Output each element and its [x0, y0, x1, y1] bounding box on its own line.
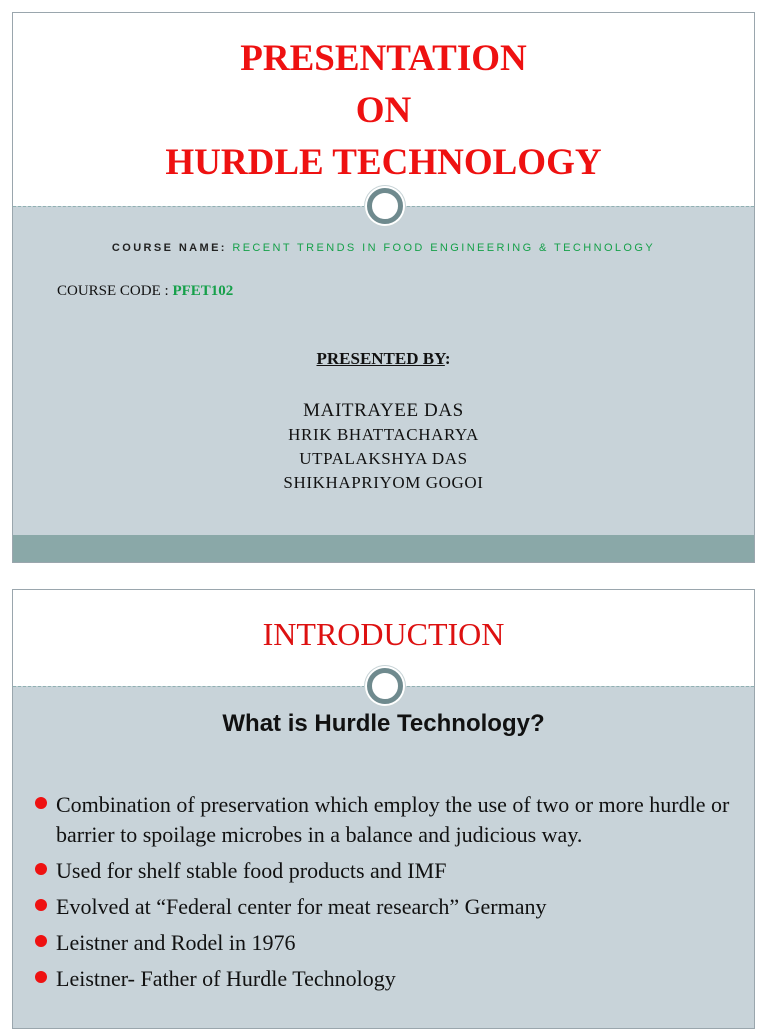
presented-by-label: PRESENTED BY: [316, 349, 445, 368]
course-code: [57, 283, 233, 300]
course-name-value: RECENT TRENDS IN FOOD ENGINEERING & TECHNOLOGY: [232, 242, 656, 254]
introduction-slide: [12, 589, 755, 1029]
bullet-item: [33, 790, 733, 850]
bullet-text: Evolved at “Federal center for meat research” Germany: [56, 894, 547, 919]
presenter-name: UTPALAKSHYA DAS: [299, 449, 468, 468]
title-line: HURDLE TECHNOLOGY: [165, 142, 602, 183]
course-code-value: PFET102: [172, 283, 234, 299]
title-slide-header: [13, 13, 754, 206]
course-code-label: COURSE CODE :: [57, 283, 169, 299]
bullet-dot-icon: [35, 935, 47, 947]
presenter-name: SHIKHAPRIYOM GOGOI: [283, 473, 484, 492]
bullet-text: Combination of preservation which employ the use of two or more hurdle or barrier to spoilage microbes in a balance and judicious way.: [56, 792, 730, 847]
bullet-text: Leistner and Rodel in 1976: [56, 930, 296, 955]
slide-question: What is Hurdle Technology?: [222, 710, 545, 737]
ring-ornament-icon: [367, 668, 403, 704]
bullet-dot-icon: [35, 797, 47, 809]
bullet-item: [33, 964, 733, 994]
course-name-label: COURSE NAME:: [111, 242, 227, 254]
bullet-dot-icon: [35, 863, 47, 875]
presented-by-colon: :: [444, 349, 451, 368]
course-name: [13, 242, 754, 254]
presented-by-heading: [13, 349, 754, 369]
presenter-name: HRIK BHATTACHARYA: [288, 425, 479, 444]
title-line: PRESENTATION: [240, 38, 527, 79]
bullet-dot-icon: [35, 971, 47, 983]
bullet-item: [33, 856, 733, 886]
presenter-list: [13, 399, 754, 495]
presenter-name: MAITRAYEE DAS: [303, 400, 464, 421]
bullet-text: Used for shelf stable food products and IMF: [56, 858, 447, 883]
title-line: ON: [355, 90, 412, 131]
bullet-text: Leistner- Father of Hurdle Technology: [56, 966, 396, 991]
slide-title: INTRODUCTION: [262, 616, 505, 652]
ring-ornament-icon: [367, 188, 403, 224]
bullet-item: [33, 892, 733, 922]
bullet-item: [33, 928, 733, 958]
title-slide: [12, 12, 755, 563]
bullet-dot-icon: [35, 899, 47, 911]
slide-footer-band: [13, 535, 754, 562]
bullet-list: [33, 790, 733, 1000]
presentation-title: [13, 33, 754, 189]
